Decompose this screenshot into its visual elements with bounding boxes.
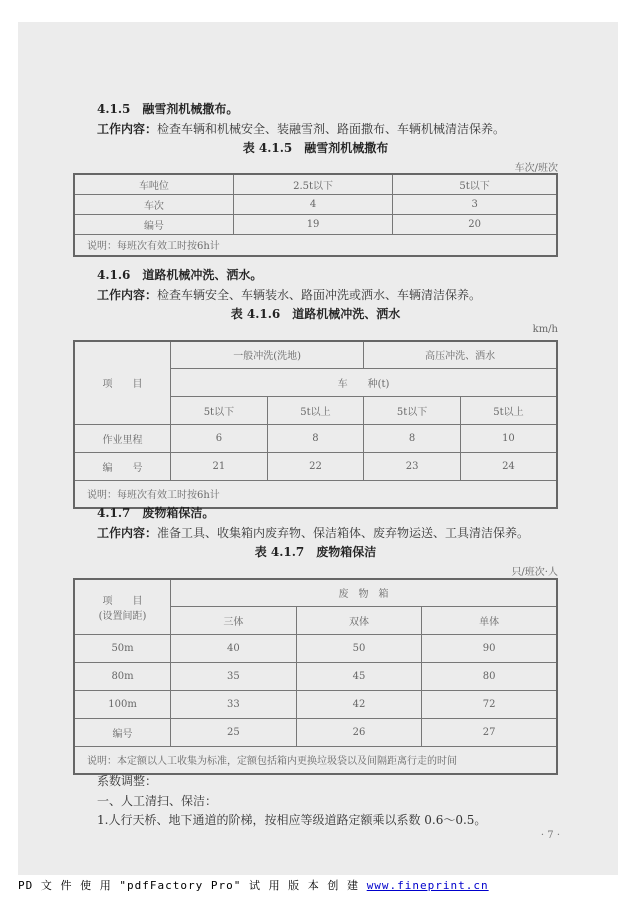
coefficient-title: 系数调整： <box>97 774 158 788</box>
table-row: 80m 35 45 80 <box>74 662 557 690</box>
table-4-1-7-title: 表 4.1.7 废物箱保洁 <box>254 545 377 559</box>
section-4-1-7-heading: 4.1.7 废物箱保洁。 <box>97 506 215 520</box>
table-row: 编号 19 20 <box>74 214 557 234</box>
table-note: 说明：每班次有效工时按6h计 <box>74 234 557 256</box>
work-label: 工作内容： <box>97 288 158 302</box>
table-row: 编 号 21 22 23 24 <box>74 452 557 480</box>
work-text: 检查车辆安全、车辆装水、路面冲洗或洒水、车辆清洁保养。 <box>157 288 482 302</box>
table-row: 作业里程 6 8 8 10 <box>74 424 557 452</box>
item-header: 项 目 <box>74 341 171 424</box>
header-cell: 车吨位 <box>74 174 233 194</box>
work-label: 工作内容： <box>97 526 158 540</box>
table-4-1-5-unit: 车次/班次 <box>514 163 558 174</box>
section-4-1-5-heading: 4.1.5 融雪剂机械撒布。 <box>97 102 239 116</box>
item-header: 项 目 (设置间距) <box>74 579 171 634</box>
section-4-1-7-work <box>97 524 529 541</box>
table-4-1-6: 项 目 一般冲洗(洗地) 高压冲洗、洒水 车 种(t) 5t以下 5t以上 5t以下 5t以上 作业里程 6 8 8 10 编 号 21 22 23 24 说明：每班次有效工时按6h计 <box>73 340 558 509</box>
group-header: 一般冲洗(洗地) <box>171 341 364 368</box>
page-number: · 7 · <box>540 830 560 841</box>
table-4-1-7-unit: 只/班次·人 <box>511 567 558 578</box>
vehicle-header: 车 种(t) <box>171 368 557 396</box>
section-4-1-5-work <box>97 120 505 137</box>
table-4-1-6-unit: km/h <box>532 324 558 335</box>
section-4-1-6-heading: 4.1.6 道路机械冲洗、洒水。 <box>97 268 263 282</box>
header-cell: 2.5t以下 <box>233 174 392 194</box>
section-4-1-6-work <box>97 286 481 303</box>
table-4-1-5-title: 表 4.1.5 融雪剂机械撒布 <box>242 141 389 155</box>
group-header: 高压冲洗、洒水 <box>364 341 557 368</box>
pdf-watermark-footer: PD 文 件 使 用 "pdfFactory Pro" 试 用 版 本 创 建 www.fineprint.cn <box>18 879 489 892</box>
group-header: 废 物 箱 <box>171 579 557 606</box>
table-row: 100m 33 42 72 <box>74 690 557 718</box>
work-text: 准备工具、收集箱内废弃物、保洁箱体、废弃物运送、工具清洁保养。 <box>157 526 530 540</box>
work-text: 检查车辆和机械安全、装融雪剂、路面撒布、车辆机械清洁保养。 <box>157 122 506 136</box>
table-row: 50m 40 50 90 <box>74 634 557 662</box>
fineprint-link[interactable]: www.fineprint.cn <box>366 879 489 892</box>
table-note: 说明：本定额以人工收集为标准，定额包括箱内更换垃圾袋以及间隔距离行走的时间 <box>74 746 557 774</box>
coefficient-line-1: 一、人工清扫、保洁： <box>97 794 218 808</box>
table-4-1-7: 项 目 (设置间距) 废 物 箱 三体 双体 单体 50m 40 50 90 80m 35 45 80 100m 33 42 72 编号 25 26 27 说明：本定额以人工收集为标准，定额包括箱内更换垃圾袋以及间隔距离行走的时间 <box>73 578 558 775</box>
table-row: 车次 4 3 <box>74 194 557 214</box>
table-4-1-5 <box>73 173 558 257</box>
coefficient-line-2: 1.人行天桥、地下通道的阶梯，按相应等级道路定额乘以系数 0.6～0.5。 <box>97 813 487 827</box>
table-note: 说明：每班次有效工时按6h计 <box>74 480 557 508</box>
table-4-1-6-title: 表 4.1.6 道路机械冲洗、洒水 <box>230 307 401 321</box>
table-row: 编号 25 26 27 <box>74 718 557 746</box>
work-label: 工作内容： <box>97 122 158 136</box>
header-cell: 5t以下 <box>393 174 557 194</box>
